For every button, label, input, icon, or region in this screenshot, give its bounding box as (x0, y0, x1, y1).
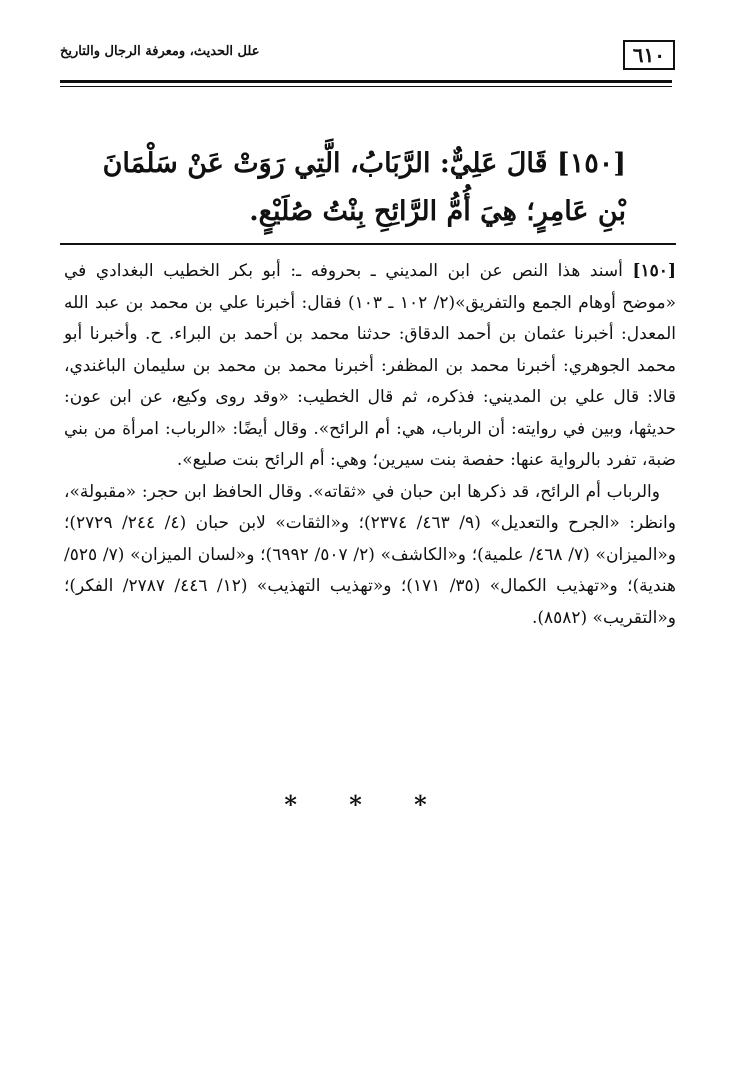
page-header (60, 40, 675, 80)
main-entry (66, 140, 626, 236)
footnote-paragraph-2: والرباب أم الرائح، قد ذكرها ابن حبان في «ثقاته». وقال الحافظ ابن حجر: «مقبولة»، وانظر: «الجرح والتعديل» (٩/ ٤٦٣/ ٢٣٧٤)؛ و«الثقات» لابن حبان (٤/ ٢٤٤/ ٢٧٢٩)؛ و«الميزان» (٧/ ٤٦٨/ علمية)؛ و«الكاشف» (٢/ ٥٠٧/ ٦٩٩٢)؛ و«لسان الميزان» (٧/ ٥٢٥/ هندية)؛ و«تهذيب الكمال» (٣٥/ ١٧١)؛ و«تهذيب التهذيب» (١٢/ ٤٤٦/ ٢٧٨٧/ الفكر)؛ و«التقريب» (٨٥٨٢). (64, 481, 677, 628)
footnote-number: [١٥٠] (632, 261, 676, 281)
footnote-separator (60, 243, 676, 245)
header-rule-thin (60, 86, 672, 87)
header-rule-thick (60, 80, 672, 83)
footnote-paragraph-1 (64, 256, 676, 477)
main-entry-text: قَالَ عَلِيٌّ: الرَّبَابُ، الَّتِي رَوَتْ عَنْ سَلْمَانَ بْنِ عَامِرٍ؛ هِيَ أُمُّ الرَّائِحِ بِنْتُ صُلَيْعٍ. (102, 148, 626, 227)
footnote-text-1: أسند هذا النص عن ابن المديني ـ بحروفه ـ: أبو بكر الخطيب البغدادي في «موضح أوهام الجمع والتفريق»(٢/ ١٠٢ ـ ١٠٣) فقال: أخبرنا علي بن محمد بن عبد الله المعدل: أخبرنا عثمان بن أحمد الدقاق: حدثنا محمد بن أحمد بن البراء. ح. وأخبرنا أبو محمد الجوهري: أخبرنا محمد بن المظفر: أخبرنا محمد بن محمد بن سليمان الباغندي، قالا: قال علي بن المديني: فذكره، ثم قال الخطيب: «وقد روى وكيع، عن ابن عون: حديثها، وبين في روايته: أن الرباب، هي: أم الرائح». وقال أيضًا: «الرباب: امرأة من بني ضبة، تفرد بالرواية عنها: حفصة بنت سيرين؛ وهي: أم الرائح بنت صليع». (64, 261, 676, 470)
section-end-stars: * * * (284, 790, 449, 819)
footnotes (64, 256, 676, 634)
main-entry-number: [١٥٠] (556, 148, 626, 179)
page-number: ٦١٠ (623, 40, 675, 70)
running-title: علل الحديث، ومعرفة الرجال والتاريخ (60, 44, 260, 59)
